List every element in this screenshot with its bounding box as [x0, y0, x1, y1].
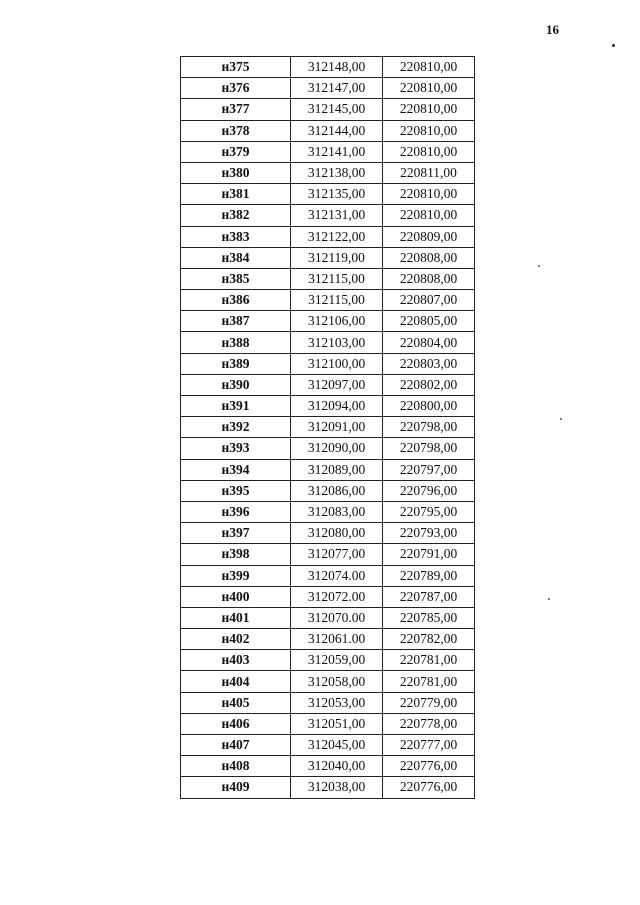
point-id-cell: н384: [181, 247, 291, 268]
point-id-cell: н392: [181, 417, 291, 438]
point-id-cell: н389: [181, 353, 291, 374]
y-coordinate-cell: 220810,00: [383, 78, 475, 99]
y-coordinate-cell: 220802,00: [383, 374, 475, 395]
x-coordinate-cell: 312089,00: [291, 459, 383, 480]
x-coordinate-cell: 312038,00: [291, 777, 383, 798]
point-id-cell: н375: [181, 57, 291, 78]
point-id-cell: н397: [181, 523, 291, 544]
y-coordinate-cell: 220787,00: [383, 586, 475, 607]
y-coordinate-cell: 220781,00: [383, 650, 475, 671]
y-coordinate-cell: 220810,00: [383, 205, 475, 226]
y-coordinate-cell: 220778,00: [383, 713, 475, 734]
x-coordinate-cell: 312144,00: [291, 120, 383, 141]
point-id-cell: н379: [181, 141, 291, 162]
point-id-cell: н383: [181, 226, 291, 247]
point-id-cell: н386: [181, 290, 291, 311]
x-coordinate-cell: 312106,00: [291, 311, 383, 332]
y-coordinate-cell: 220798,00: [383, 417, 475, 438]
scan-speck: [560, 418, 562, 420]
table-row: [181, 57, 475, 78]
table-row: [181, 120, 475, 141]
y-coordinate-cell: 220805,00: [383, 311, 475, 332]
point-id-cell: н387: [181, 311, 291, 332]
x-coordinate-cell: 312097,00: [291, 374, 383, 395]
page-number: 16: [546, 22, 559, 37]
x-coordinate-cell: 312138,00: [291, 162, 383, 183]
x-coordinate-cell: 312051,00: [291, 713, 383, 734]
page-mark: [612, 44, 615, 47]
point-id-cell: н398: [181, 544, 291, 565]
table-row: [181, 756, 475, 777]
y-coordinate-cell: 220791,00: [383, 544, 475, 565]
table-row: [181, 735, 475, 756]
x-coordinate-cell: 312083,00: [291, 501, 383, 522]
point-id-cell: н390: [181, 374, 291, 395]
table-row: [181, 523, 475, 544]
x-coordinate-cell: 312077,00: [291, 544, 383, 565]
x-coordinate-cell: 312070.00: [291, 607, 383, 628]
point-id-cell: н407: [181, 735, 291, 756]
x-coordinate-cell: 312072.00: [291, 586, 383, 607]
point-id-cell: н399: [181, 565, 291, 586]
table-row: [181, 671, 475, 692]
x-coordinate-cell: 312090,00: [291, 438, 383, 459]
x-coordinate-cell: 312115,00: [291, 268, 383, 289]
point-id-cell: н377: [181, 99, 291, 120]
y-coordinate-cell: 220810,00: [383, 120, 475, 141]
x-coordinate-cell: 312103,00: [291, 332, 383, 353]
table-row: [181, 713, 475, 734]
y-coordinate-cell: 220810,00: [383, 184, 475, 205]
coordinates-table: [180, 56, 475, 799]
table-row: [181, 184, 475, 205]
scan-speck: [538, 265, 540, 267]
x-coordinate-cell: 312100,00: [291, 353, 383, 374]
y-coordinate-cell: 220809,00: [383, 226, 475, 247]
point-id-cell: н400: [181, 586, 291, 607]
x-coordinate-cell: 312059,00: [291, 650, 383, 671]
point-id-cell: н380: [181, 162, 291, 183]
table-row: [181, 290, 475, 311]
y-coordinate-cell: 220803,00: [383, 353, 475, 374]
x-coordinate-cell: 312040,00: [291, 756, 383, 777]
point-id-cell: н391: [181, 396, 291, 417]
table-row: [181, 141, 475, 162]
table-row: [181, 311, 475, 332]
point-id-cell: н403: [181, 650, 291, 671]
table-row: [181, 268, 475, 289]
table-row: [181, 692, 475, 713]
y-coordinate-cell: 220810,00: [383, 99, 475, 120]
x-coordinate-cell: 312147,00: [291, 78, 383, 99]
x-coordinate-cell: 312141,00: [291, 141, 383, 162]
point-id-cell: н401: [181, 607, 291, 628]
y-coordinate-cell: 220808,00: [383, 247, 475, 268]
table-row: [181, 544, 475, 565]
table-row: [181, 205, 475, 226]
table-row: [181, 650, 475, 671]
y-coordinate-cell: 220800,00: [383, 396, 475, 417]
point-id-cell: н394: [181, 459, 291, 480]
point-id-cell: н404: [181, 671, 291, 692]
x-coordinate-cell: 312080,00: [291, 523, 383, 544]
point-id-cell: н382: [181, 205, 291, 226]
table-row: [181, 607, 475, 628]
y-coordinate-cell: 220810,00: [383, 57, 475, 78]
y-coordinate-cell: 220779,00: [383, 692, 475, 713]
table-row: [181, 353, 475, 374]
point-id-cell: н393: [181, 438, 291, 459]
x-coordinate-cell: 312094,00: [291, 396, 383, 417]
x-coordinate-cell: 312061.00: [291, 629, 383, 650]
table-row: [181, 480, 475, 501]
x-coordinate-cell: 312135,00: [291, 184, 383, 205]
y-coordinate-cell: 220797,00: [383, 459, 475, 480]
table-row: [181, 459, 475, 480]
table-row: [181, 565, 475, 586]
x-coordinate-cell: 312122,00: [291, 226, 383, 247]
x-coordinate-cell: 312131,00: [291, 205, 383, 226]
x-coordinate-cell: 312148,00: [291, 57, 383, 78]
table-row: [181, 396, 475, 417]
table-row: [181, 586, 475, 607]
table-row: [181, 247, 475, 268]
x-coordinate-cell: 312074.00: [291, 565, 383, 586]
table-row: [181, 374, 475, 395]
y-coordinate-cell: 220796,00: [383, 480, 475, 501]
point-id-cell: н396: [181, 501, 291, 522]
x-coordinate-cell: 312053,00: [291, 692, 383, 713]
y-coordinate-cell: 220793,00: [383, 523, 475, 544]
y-coordinate-cell: 220776,00: [383, 756, 475, 777]
x-coordinate-cell: 312045,00: [291, 735, 383, 756]
y-coordinate-cell: 220789,00: [383, 565, 475, 586]
table-row: [181, 501, 475, 522]
point-id-cell: н385: [181, 268, 291, 289]
y-coordinate-cell: 220798,00: [383, 438, 475, 459]
table-row: [181, 226, 475, 247]
y-coordinate-cell: 220807,00: [383, 290, 475, 311]
x-coordinate-cell: 312091,00: [291, 417, 383, 438]
y-coordinate-cell: 220782,00: [383, 629, 475, 650]
table-row: [181, 78, 475, 99]
point-id-cell: н395: [181, 480, 291, 501]
x-coordinate-cell: 312145,00: [291, 99, 383, 120]
x-coordinate-cell: 312086,00: [291, 480, 383, 501]
point-id-cell: н405: [181, 692, 291, 713]
y-coordinate-cell: 220804,00: [383, 332, 475, 353]
y-coordinate-cell: 220776,00: [383, 777, 475, 798]
coordinates-table-body: [181, 57, 475, 799]
y-coordinate-cell: 220777,00: [383, 735, 475, 756]
point-id-cell: н376: [181, 78, 291, 99]
table-row: [181, 629, 475, 650]
y-coordinate-cell: 220810,00: [383, 141, 475, 162]
y-coordinate-cell: 220808,00: [383, 268, 475, 289]
table-row: [181, 438, 475, 459]
table-row: [181, 417, 475, 438]
table-row: [181, 162, 475, 183]
point-id-cell: н381: [181, 184, 291, 205]
y-coordinate-cell: 220781,00: [383, 671, 475, 692]
table-row: [181, 332, 475, 353]
scan-speck: [548, 598, 550, 600]
y-coordinate-cell: 220785,00: [383, 607, 475, 628]
point-id-cell: н408: [181, 756, 291, 777]
point-id-cell: н388: [181, 332, 291, 353]
point-id-cell: н378: [181, 120, 291, 141]
y-coordinate-cell: 220795,00: [383, 501, 475, 522]
point-id-cell: н409: [181, 777, 291, 798]
point-id-cell: н402: [181, 629, 291, 650]
table-row: [181, 777, 475, 798]
y-coordinate-cell: 220811,00: [383, 162, 475, 183]
x-coordinate-cell: 312058,00: [291, 671, 383, 692]
x-coordinate-cell: 312119,00: [291, 247, 383, 268]
table-row: [181, 99, 475, 120]
x-coordinate-cell: 312115,00: [291, 290, 383, 311]
point-id-cell: н406: [181, 713, 291, 734]
